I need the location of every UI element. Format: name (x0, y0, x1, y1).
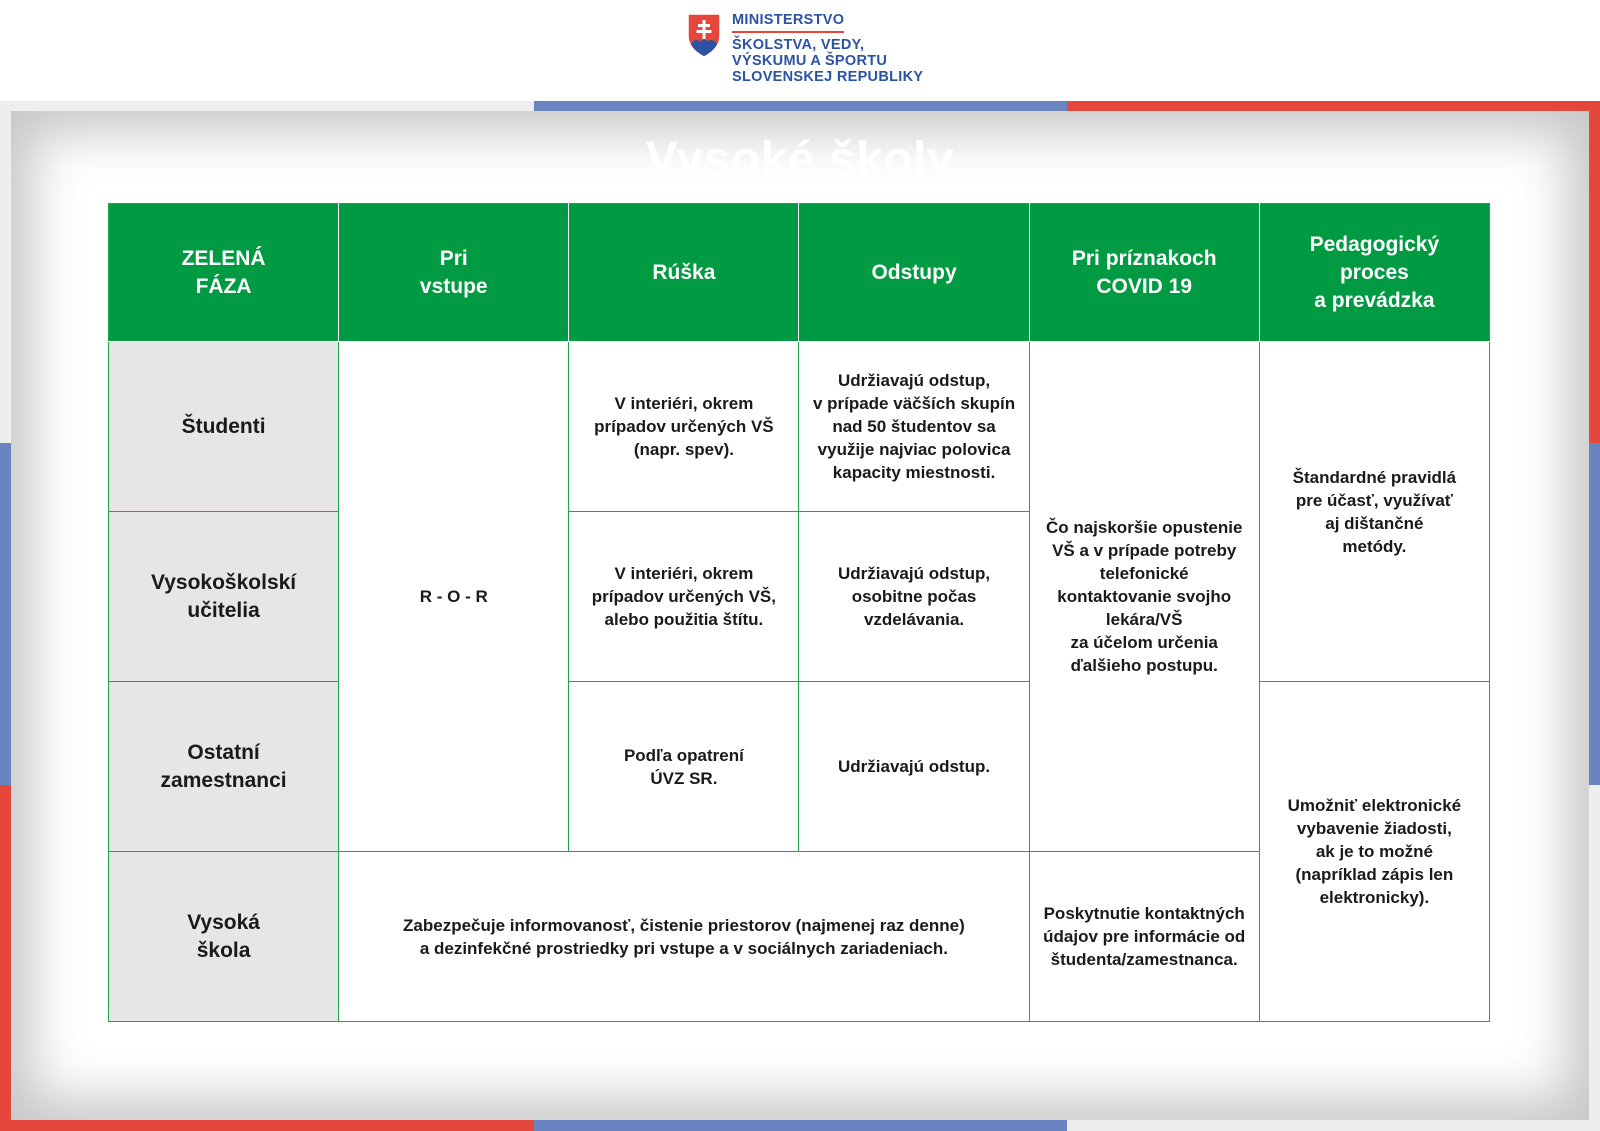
masks-cell: V interiéri, okrem prípadov určených VŠ (napr. spev). (569, 342, 799, 512)
row-label: Študenti (109, 342, 339, 512)
column-header: ZELENÁ FÁZA (109, 204, 339, 342)
school-duties-cell: Zabezpečuje informovanosť, čistenie priestorov (najmenej raz denne) a dezinfekčné prostriedky pri vstupe a v sociálnych zariadeniach. (339, 852, 1029, 1022)
covid-symptoms-cell: Čo najskoršie opustenie VŠ a v prípade potreby telefonické kontaktovanie svojho lekára/VŠ za účelom určenia ďalšieho postupu. (1029, 342, 1259, 852)
pedagogical-cell: Štandardné pravidlá pre účasť, využívať aj dištančné metódy. (1259, 342, 1489, 682)
frame-stripe (1589, 443, 1600, 785)
table-header-row (109, 204, 1490, 342)
masks-cell: Podľa opatrení ÚVZ SR. (569, 682, 799, 852)
column-header: Odstupy (799, 204, 1029, 342)
row-label: Vysoká škola (109, 852, 339, 1022)
frame-stripe (0, 785, 11, 1131)
ministry-name (732, 12, 923, 85)
measures-table (108, 203, 1490, 1022)
entry-cell: R - O - R (339, 342, 569, 852)
ministry-line-3: VÝSKUMU A ŠPORTU (732, 53, 888, 69)
ministry-logo (686, 12, 923, 85)
frame-stripe (1067, 101, 1600, 111)
frame-stripe (0, 1120, 534, 1131)
slovak-coat-of-arms-icon (686, 12, 722, 58)
column-header: Pedagogický proces a prevádzka (1259, 204, 1489, 342)
frame-stripe (0, 443, 11, 785)
column-header: Pri vstupe (339, 204, 569, 342)
distance-cell: Udržiavajú odstup. (799, 682, 1029, 852)
row-label: Vysokoškolskí učitelia (109, 512, 339, 682)
frame-stripe (1589, 785, 1600, 1131)
frame-stripe (534, 1120, 1067, 1131)
table-row (109, 682, 1490, 852)
ministry-line-1: MINISTERSTVO (732, 12, 844, 33)
column-header: Rúška (569, 204, 799, 342)
distance-cell: Udržiavajú odstup, osobitne počas vzdelávania. (799, 512, 1029, 682)
masks-cell: V interiéri, okrem prípadov určených VŠ, alebo použitia štítu. (569, 512, 799, 682)
ministry-line-2: ŠKOLSTVA, VEDY, (732, 37, 865, 53)
frame-stripe (0, 101, 534, 111)
frame-stripe (534, 101, 1067, 111)
table-row (109, 342, 1490, 512)
frame-stripe (1067, 1120, 1600, 1131)
distance-cell: Udržiavajú odstup, v prípade väčších skupín nad 50 študentov sa využije najviac polovica kapacity miestnosti. (799, 342, 1029, 512)
school-contact-cell: Poskytnutie kontaktných údajov pre informácie od študenta/zamestnanca. (1029, 852, 1259, 1022)
page-header (0, 0, 1600, 100)
row-label: Ostatní zamestnanci (109, 682, 339, 852)
page-title: Vysoké školy (645, 133, 955, 186)
ministry-line-4: SLOVENSKEJ REPUBLIKY (732, 69, 924, 85)
pedagogical-cell: Umožniť elektronické vybavenie žiadosti, ak je to možné (napríklad zápis len elektronicky). (1259, 682, 1489, 1022)
column-header: Pri príznakoch COVID 19 (1029, 204, 1259, 342)
